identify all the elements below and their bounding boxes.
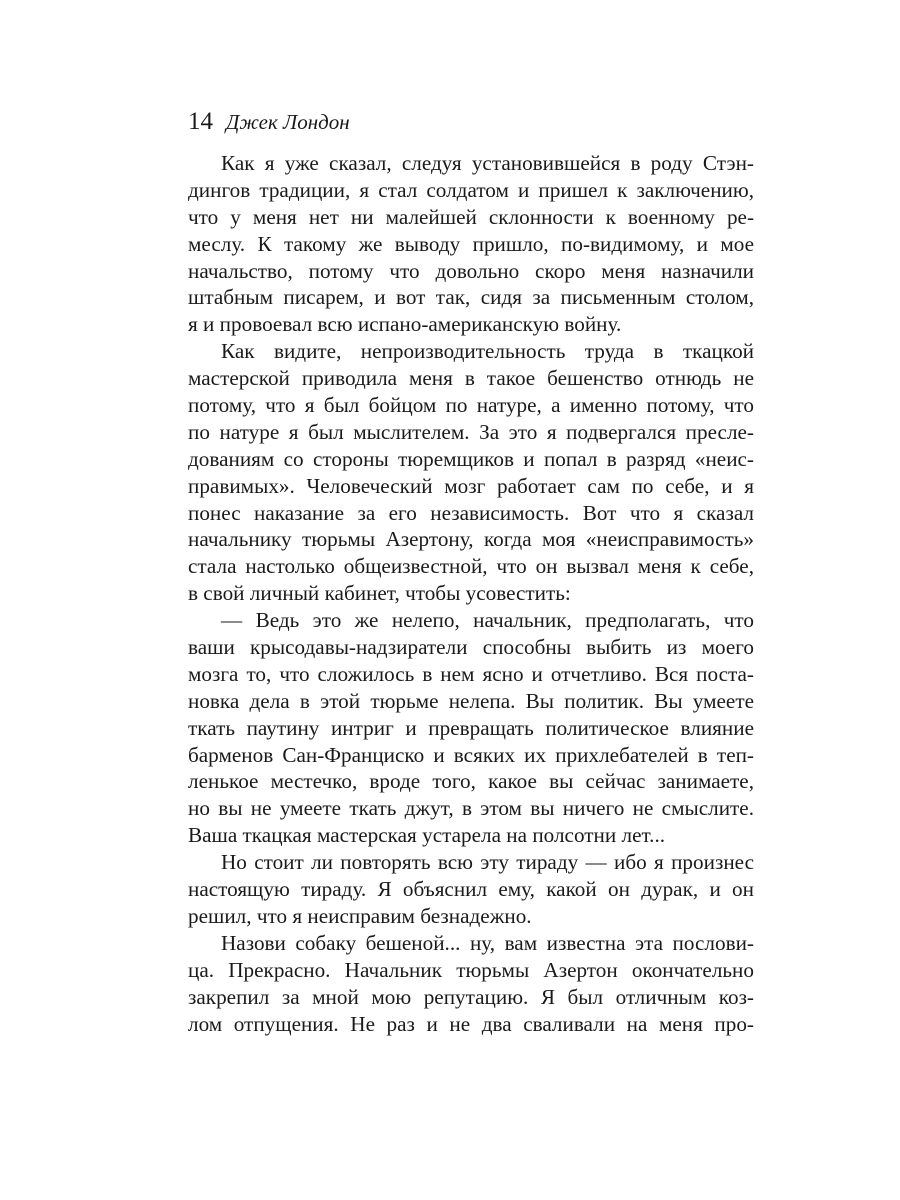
text-line: барменов Сан-Франциско и всяких их прихлебателей в теп- — [188, 742, 754, 767]
text-line: стала настолько общеизвестной, что он вызвал меня к себе, — [188, 554, 754, 579]
text-line: понес наказание за его независимость. Вот что я сказал — [188, 500, 754, 525]
text-line: ца. Прекрасно. Начальник тюрьмы Азертон окончательно — [188, 957, 754, 982]
text-line: дингов традиции, я стал солдатом и пришел к заключению, — [188, 177, 754, 202]
text-line: ленькое местечко, вроде того, какое вы сейчас занимаете, — [188, 769, 754, 794]
text-line: я и провоевал всю испано-американскую войну. — [188, 312, 622, 337]
text-line: ткать паутину интриг и превращать политическое влияние — [188, 715, 754, 740]
text-line: штабным писарем, и вот так, сидя за письменным столом, — [188, 285, 754, 310]
body-text — [188, 150, 754, 1037]
text-line: Как видите, непроизводительность труда в ткацкой — [221, 339, 754, 364]
text-line: Но стоит ли повторять всю эту тираду — ибо я произнес — [221, 850, 754, 875]
text-line: начальство, потому что довольно скоро меня назначили — [188, 258, 754, 283]
text-line: правимых». Человеческий мозг работает сам по себе, и я — [188, 473, 754, 498]
text-line: лом отпущения. Не раз и не два сваливали на меня про- — [188, 1011, 754, 1036]
text-line: новка дела в этой тюрьме нелепа. Вы политик. Вы умеете — [188, 688, 754, 713]
text-line: — Ведь это же нелепо, начальник, предполагать, что — [221, 608, 754, 633]
text-line: что у меня нет ни малейшей склонности к военному ре- — [188, 204, 754, 229]
text-line: дованиям со стороны тюремщиков и попал в разряд «неис- — [188, 446, 754, 471]
text-line: меслу. К такому же выводу пришло, по-видимому, и мое — [188, 231, 754, 256]
text-line: настоящую тираду. Я объяснил ему, какой он дурак, и он — [188, 877, 754, 902]
running-title: Джек Лондон — [226, 110, 350, 134]
text-line: ваши крысодавы-надзиратели способны выбить из моего — [188, 635, 754, 660]
text-line: мозга то, что сложилось в нем ясно и отчетливо. Вся поста- — [188, 661, 754, 686]
text-line: решил, что я неисправим безнадежно. — [188, 903, 532, 928]
text-line: закрепил за мной мою репутацию. Я был отличным коз- — [188, 984, 754, 1009]
text-line: но вы не умеете ткать джут, в этом вы ничего не смыслите. — [188, 796, 754, 821]
text-line: мастерской приводила меня в такое бешенство отнюдь не — [188, 366, 754, 391]
text-line: Как я уже сказал, следуя установившейся в роду Стэн- — [221, 151, 754, 175]
text-line: по натуре я был мыслителем. За это я подвергался пресле- — [188, 419, 754, 444]
text-line: Ваша ткацкая мастерская устарела на полсотни лет... — [188, 823, 666, 848]
page-number: 14 — [188, 108, 213, 135]
text-line: начальнику тюрьмы Азертону, когда моя «неисправимость» — [188, 527, 754, 552]
running-header — [188, 108, 350, 138]
text-line: Назови собаку бешеной... ну, вам известна эта послови- — [221, 930, 754, 955]
text-line: в свой личный кабинет, чтобы усовестить: — [188, 581, 571, 606]
text-line: потому, что я был бойцом по натуре, а именно потому, что — [188, 393, 754, 418]
